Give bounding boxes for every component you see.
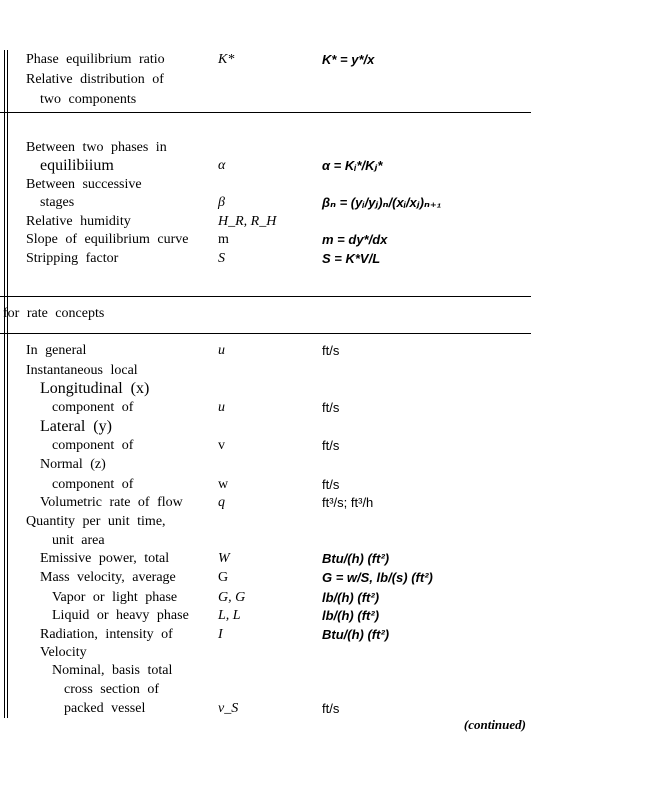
table-row [0, 139, 654, 157]
table-row [0, 380, 654, 398]
table-row [0, 231, 654, 249]
term-label: Vapor or light phase [52, 590, 178, 605]
definition-units: G = w/S, lb/(s) (ft²) [322, 570, 433, 585]
symbol: β [218, 195, 225, 210]
definition-units: S = K*V/L [322, 251, 381, 266]
symbol: W [218, 551, 230, 566]
table-row [0, 607, 654, 625]
symbol: α [218, 158, 226, 173]
term-label: stages [40, 195, 75, 210]
symbol: v_S [218, 701, 239, 716]
term-label: Slope of equilibrium curve [26, 232, 189, 247]
table-row [0, 250, 654, 268]
rule-2 [0, 296, 531, 297]
continued-note: (continued) [463, 717, 526, 732]
term-label: In general [26, 343, 87, 358]
table-row [0, 644, 654, 662]
term-label: Relative humidity [26, 214, 131, 229]
table-row [0, 91, 654, 109]
section-heading [0, 305, 654, 323]
symbol: H_R, R_H [218, 214, 277, 229]
table-row [0, 362, 654, 380]
symbol: S [218, 251, 225, 266]
definition-units: ft/s [322, 343, 340, 358]
term-label: unit area [52, 533, 105, 548]
term-label: Velocity [40, 645, 87, 660]
table-row [0, 589, 654, 607]
symbol: I [218, 627, 223, 642]
table-row [0, 476, 654, 494]
term-label: component of [52, 438, 134, 453]
table-row [0, 157, 654, 175]
definition-units: ft/s [322, 400, 340, 415]
definition-units: α = Kᵢ*/Kⱼ* [322, 158, 383, 173]
rule-1 [0, 112, 531, 113]
symbol: G, G [218, 590, 246, 605]
symbol: K* [218, 52, 235, 67]
term-label: Quantity per unit time, [26, 514, 166, 529]
table-row [0, 51, 654, 69]
term-label: Lateral (y) [40, 418, 112, 435]
table-row [0, 681, 654, 699]
table-row [0, 176, 654, 194]
term-label: Relative distribution of [26, 72, 164, 87]
table-row [0, 626, 654, 644]
term-label: Liquid or heavy phase [52, 608, 189, 623]
table-row [0, 71, 654, 89]
symbol: w [218, 477, 229, 492]
table-row [0, 494, 654, 512]
term-label: Radiation, intensity of [40, 627, 173, 642]
table-row [0, 399, 654, 417]
definition-units: Btu/(h) (ft²) [322, 551, 390, 566]
table-row [0, 342, 654, 360]
table-row [0, 569, 654, 587]
term-label: Volumetric rate of flow [40, 495, 183, 510]
term-label: packed vessel [64, 701, 146, 716]
term-label: Normal (z) [40, 457, 106, 472]
table-row [0, 194, 654, 212]
table-row [0, 532, 654, 550]
table-row [0, 437, 654, 455]
definition-units: lb/(h) (ft²) [322, 590, 380, 605]
symbol: q [218, 495, 225, 510]
term-label: equilibiium [40, 157, 114, 174]
definition-units: ft³/s; ft³/h [322, 495, 374, 510]
table-row [0, 456, 654, 474]
definition-units: βₙ = (yᵢ/yⱼ)ₙ/(xᵢ/xⱼ)ₙ₊₁ [322, 195, 442, 210]
term-label: Mass velocity, average [40, 570, 176, 585]
term-label: Between two phases in [26, 140, 167, 155]
symbol: G [218, 570, 229, 585]
term-label: Emissive power, total [40, 551, 170, 566]
definition-units: lb/(h) (ft²) [322, 608, 380, 623]
definition-units: K* = y*/x [322, 52, 375, 67]
heading-text: for rate concepts [3, 306, 105, 321]
term-label: Instantaneous local [26, 363, 138, 378]
symbol: u [218, 343, 225, 358]
term-label: component of [52, 477, 134, 492]
table-row [0, 700, 654, 718]
term-label: Stripping factor [26, 251, 119, 266]
term-label: Between successive [26, 177, 142, 192]
definition-units: m = dy*/dx [322, 232, 388, 247]
term-label: Phase equilibrium ratio [26, 52, 165, 67]
table-row [0, 418, 654, 436]
term-label: component of [52, 400, 134, 415]
table-row [0, 213, 654, 231]
term-label: cross section of [64, 682, 160, 697]
definition-units: ft/s [322, 438, 340, 453]
table-row [0, 662, 654, 680]
definition-units: Btu/(h) (ft²) [322, 627, 390, 642]
definition-units: ft/s [322, 701, 340, 716]
rule-3 [0, 333, 531, 334]
symbol: m [218, 232, 229, 247]
term-label: Longitudinal (x) [40, 380, 150, 397]
term-label: two components [40, 92, 137, 107]
term-label: Nominal, basis total [52, 663, 173, 678]
symbol: u [218, 400, 225, 415]
table-row [0, 513, 654, 531]
definition-units: ft/s [322, 477, 340, 492]
symbol: v [218, 438, 225, 453]
symbol: L, L [218, 608, 241, 623]
table-row [0, 550, 654, 568]
